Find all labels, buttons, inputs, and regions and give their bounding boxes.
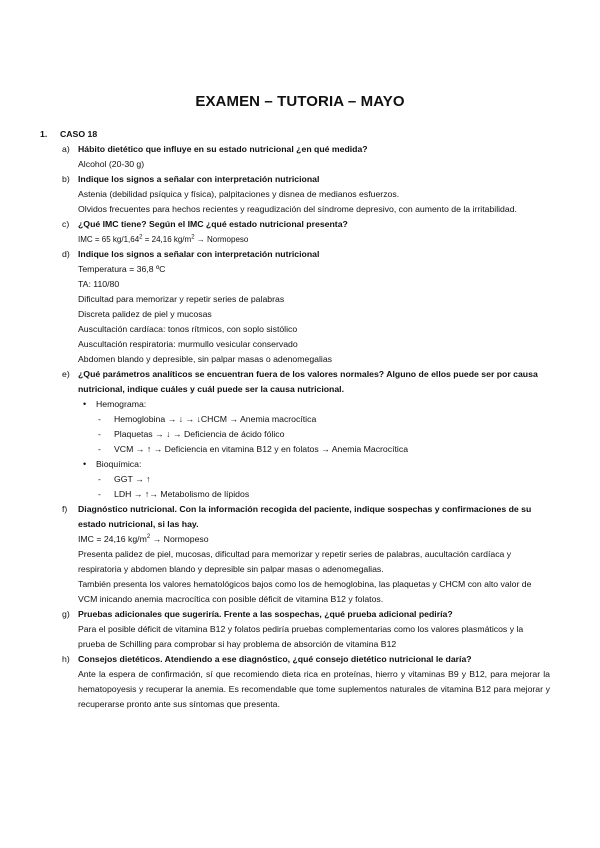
question-title: ¿Qué parámetros analíticos se encuentran fuera de los valores normales? Alguno de ellos puede ser por causa nutricional, indique cuáles y cuál puede ser la causa nutricional. bbox=[78, 369, 538, 394]
answer-line: Ante la espera de confirmación, sí que recomiendo dieta rica en proteínas, hierro y vitaminas B9 y B12, para mejorar la hematopoyesis y recuperar la anemia. Es recomendable que tome suplementos naturales de vitamina B12 para mejorar y recuperarse pronto ante sus síntomas que presenta. bbox=[78, 669, 550, 709]
answer-line: Olvidos frecuentes para hechos recientes y reagudización del síndrome depresivo, con aumento de la irritabilidad. bbox=[78, 204, 517, 214]
case-number: 1. bbox=[40, 129, 48, 139]
question-g bbox=[40, 607, 550, 652]
answer-line: Temperatura = 36,8 ºC bbox=[78, 264, 166, 274]
question-letter: g) bbox=[62, 609, 70, 619]
answer-line: Discreta palidez de piel y mucosas bbox=[78, 309, 212, 319]
list-item: - GGT → ↑ bbox=[40, 472, 550, 487]
case-label: CASO 18 bbox=[60, 129, 98, 139]
answer-line: Auscultación cardíaca: tonos rítmicos, con soplo sistólico bbox=[78, 324, 298, 334]
dash-icon: - bbox=[98, 444, 101, 454]
question-title: Indique los signos a señalar con interpretación nutricional bbox=[78, 249, 320, 259]
question-title: Diagnóstico nutricional. Con la información recogida del paciente, indique sospechas y confirmaciones de su estado nutricional, si las hay. bbox=[78, 504, 532, 529]
document-content bbox=[40, 127, 550, 712]
question-b bbox=[40, 172, 550, 217]
question-title: Pruebas adicionales que sugeriría. Frente a las sospechas, ¿qué prueba adicional pediría? bbox=[78, 609, 453, 619]
group-label: Hemograma: bbox=[96, 399, 147, 409]
document-title: EXAMEN – TUTORIA – MAYO bbox=[195, 93, 405, 110]
question-title: Consejos dietéticos. Atendiendo a ese diagnóstico, ¿qué consejo dietético nutricional le daría? bbox=[78, 654, 472, 664]
question-h bbox=[40, 652, 550, 712]
list-item: - LDH → ↑→ Metabolismo de lípidos bbox=[40, 487, 550, 502]
dash-icon: - bbox=[98, 414, 101, 424]
answer-line: Para el posible déficit de vitamina B12 y folatos pediría pruebas complementarias como los valores plasmáticos y la prueba de Schilling para comprobar si hay problema de absorción de vitamina B12 bbox=[78, 624, 524, 649]
question-a bbox=[40, 142, 550, 172]
answer-line: Abdomen blando y depresible, sin palpar masas o adenomegalias bbox=[78, 354, 333, 364]
question-title: Hábito dietético que influye en su estado nutricional ¿en qué medida? bbox=[78, 144, 368, 154]
answer-line: Alcohol (20-30 g) bbox=[78, 159, 145, 169]
question-letter: h) bbox=[62, 654, 70, 664]
bullet-icon: • bbox=[83, 399, 87, 409]
dash-icon: - bbox=[98, 489, 101, 499]
bullet-hemograma bbox=[40, 397, 550, 412]
list-item: - Hemoglobina → ↓ → ↓CHCM → Anemia macrocítica bbox=[40, 412, 550, 427]
question-letter: f) bbox=[62, 504, 68, 514]
answer-line: Astenia (debilidad psíquica y física), palpitaciones y disnea de medianos esfuerzos. bbox=[78, 189, 400, 199]
question-letter: c) bbox=[62, 219, 70, 229]
answer-line: Auscultación respiratoria: murmullo vesicular conservado bbox=[78, 339, 298, 349]
list-item: - Plaquetas → ↓ → Deficiencia de ácido fólico bbox=[40, 427, 550, 442]
question-letter: a) bbox=[62, 144, 70, 154]
question-letter: e) bbox=[62, 369, 70, 379]
answer-line: Presenta palidez de piel, mucosas, dificultad para memorizar y repetir series de palabras, aucultación cardíaca y respiratoria y abdomen blando y depresible sin palpar masas o adenomegalias. bbox=[78, 549, 512, 574]
dash-icon: - bbox=[98, 474, 101, 484]
imc-formula: IMC = 65 $kg/1,64^2 = 24,16$ $kg/m^2$ → Normopeso bbox=[78, 234, 249, 244]
answer-line: También presenta los valores hematológicos bajos como los de hemoglobina, las plaquetas y CHCM con alto valor de VCM inicando anemia macrocítica con posible déficit de vitamina B12 y folatos. bbox=[78, 579, 532, 604]
answer-line: Dificultad para memorizar y repetir series de palabras bbox=[78, 294, 285, 304]
bullet-bioquimica bbox=[40, 457, 550, 472]
question-letter: d) bbox=[62, 249, 70, 259]
question-e bbox=[40, 367, 550, 397]
group-label: Bioquímica: bbox=[96, 459, 142, 469]
bullet-icon: • bbox=[83, 459, 87, 469]
question-title: ¿Qué IMC tiene? Según el IMC ¿qué estado nutricional presenta? bbox=[78, 219, 348, 229]
question-d bbox=[40, 247, 550, 367]
case-heading bbox=[40, 127, 550, 142]
question-c bbox=[40, 217, 550, 247]
question-f bbox=[40, 502, 550, 607]
imc-formula: IMC = 24,16 $kg/m^2$ → Normopeso bbox=[78, 534, 209, 544]
list-item: - VCM → ↑ → Deficiencia en vitamina B12 y en folatos → Anemia Macrocítica bbox=[40, 442, 550, 457]
answer-line: TA: 110/80 bbox=[78, 279, 120, 289]
question-letter: b) bbox=[62, 174, 70, 184]
dash-icon: - bbox=[98, 429, 101, 439]
question-title: Indique los signos a señalar con interpretación nutricional bbox=[78, 174, 320, 184]
